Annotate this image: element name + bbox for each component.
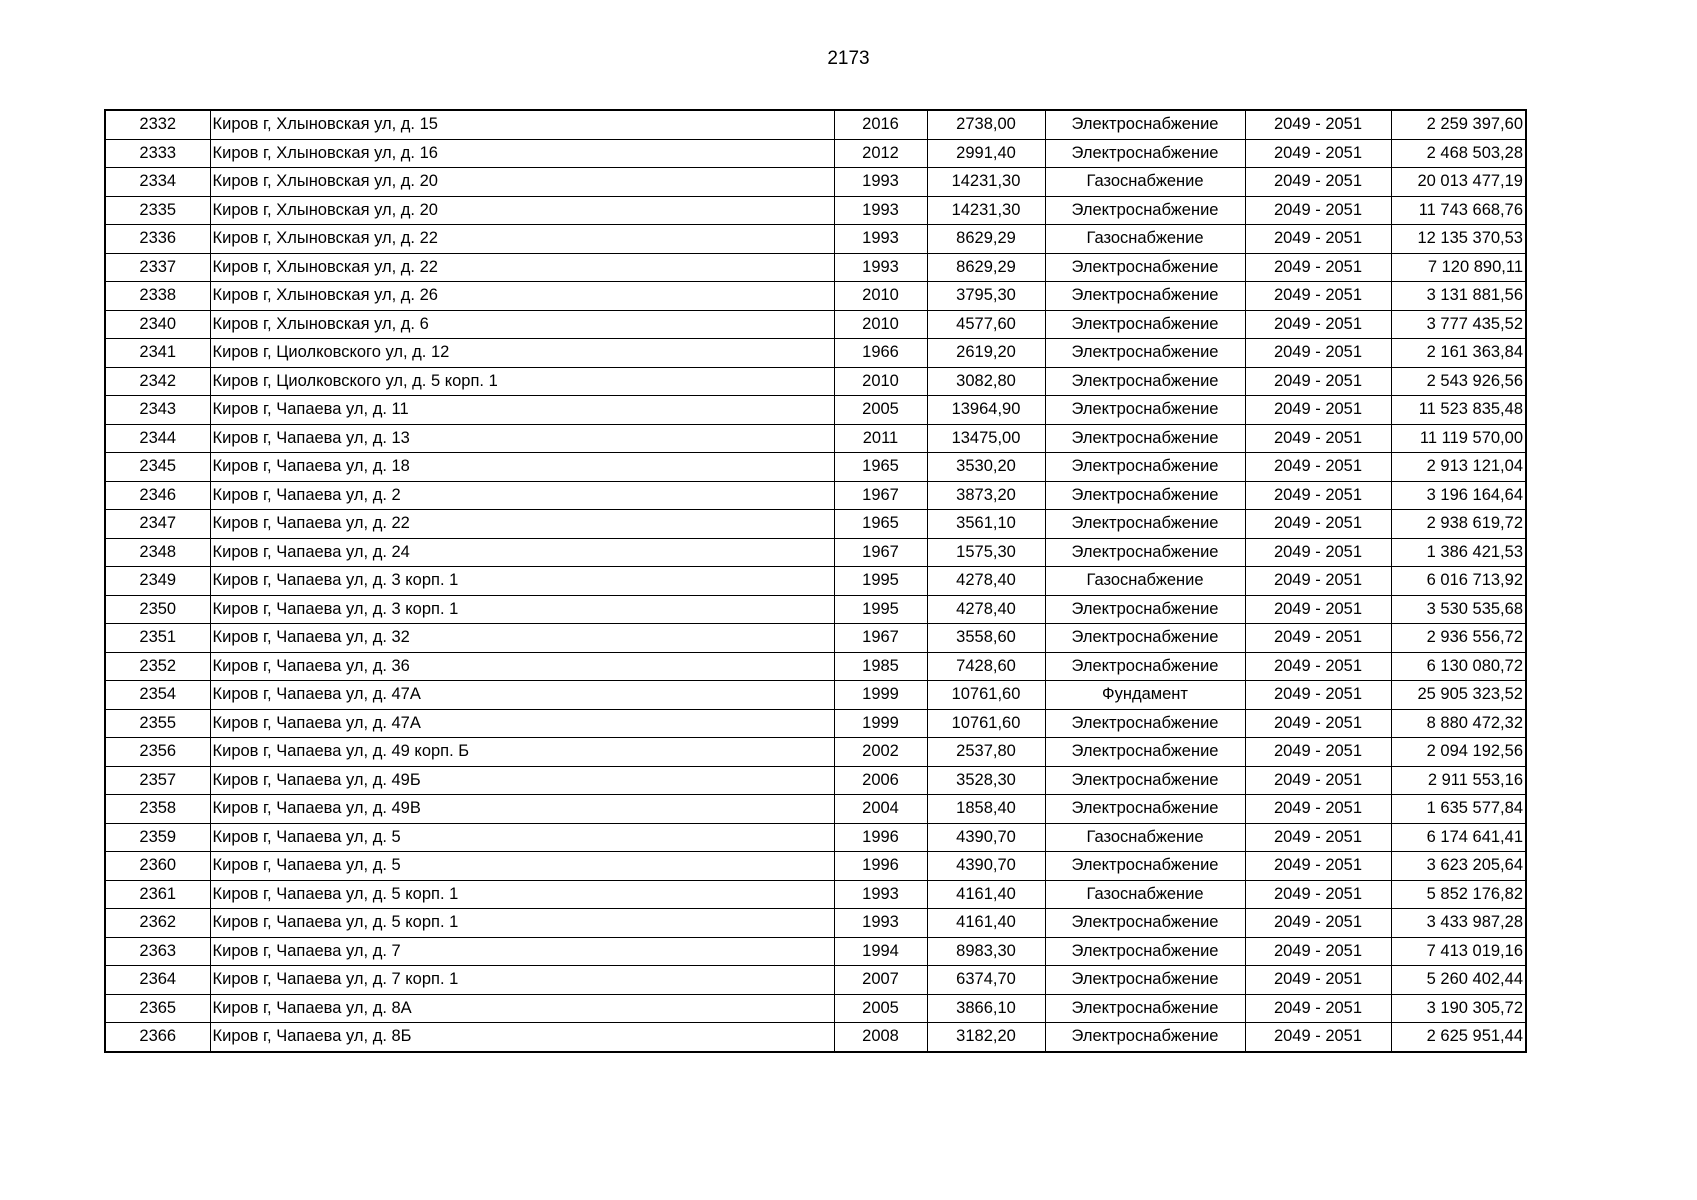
table-row [105, 110, 1526, 139]
year-cell: 2008 [834, 1023, 927, 1052]
period-cell: 2049 - 2051 [1245, 396, 1391, 425]
area-cell: 3866,10 [927, 994, 1045, 1023]
work-type-cell: Электроснабжение [1045, 510, 1245, 539]
row-number: 2346 [105, 481, 210, 510]
work-type-cell: Электроснабжение [1045, 538, 1245, 567]
address-cell: Киров г, Чапаева ул, д. 18 [210, 453, 834, 482]
address-cell: Киров г, Чапаева ул, д. 47А [210, 709, 834, 738]
table-row [105, 795, 1526, 824]
work-type-cell: Электроснабжение [1045, 595, 1245, 624]
area-cell: 14231,30 [927, 168, 1045, 197]
work-type-cell: Электроснабжение [1045, 453, 1245, 482]
address-cell: Киров г, Хлыновская ул, д. 6 [210, 310, 834, 339]
year-cell: 1999 [834, 681, 927, 710]
page-number: 2173 [827, 48, 870, 69]
table-row [105, 168, 1526, 197]
work-type-cell: Электроснабжение [1045, 966, 1245, 995]
area-cell: 4278,40 [927, 595, 1045, 624]
area-cell: 3558,60 [927, 624, 1045, 653]
table-row [105, 994, 1526, 1023]
work-type-cell: Электроснабжение [1045, 282, 1245, 311]
year-cell: 1967 [834, 538, 927, 567]
cost-cell: 2 911 553,16 [1391, 766, 1526, 795]
row-number: 2347 [105, 510, 210, 539]
cost-cell: 2 625 951,44 [1391, 1023, 1526, 1052]
address-cell: Киров г, Чапаева ул, д. 5 корп. 1 [210, 880, 834, 909]
address-cell: Киров г, Чапаева ул, д. 13 [210, 424, 834, 453]
cost-cell: 11 119 570,00 [1391, 424, 1526, 453]
year-cell: 2004 [834, 795, 927, 824]
area-cell: 1575,30 [927, 538, 1045, 567]
work-type-cell: Электроснабжение [1045, 196, 1245, 225]
address-cell: Киров г, Чапаева ул, д. 11 [210, 396, 834, 425]
area-cell: 8629,29 [927, 253, 1045, 282]
row-number: 2357 [105, 766, 210, 795]
work-type-cell: Электроснабжение [1045, 709, 1245, 738]
period-cell: 2049 - 2051 [1245, 681, 1391, 710]
year-cell: 2005 [834, 994, 927, 1023]
table-row [105, 595, 1526, 624]
work-type-cell: Газоснабжение [1045, 823, 1245, 852]
period-cell: 2049 - 2051 [1245, 253, 1391, 282]
work-type-cell: Электроснабжение [1045, 424, 1245, 453]
area-cell: 10761,60 [927, 681, 1045, 710]
row-number: 2361 [105, 880, 210, 909]
period-cell: 2049 - 2051 [1245, 424, 1391, 453]
cost-cell: 3 530 535,68 [1391, 595, 1526, 624]
period-cell: 2049 - 2051 [1245, 652, 1391, 681]
cost-cell: 25 905 323,52 [1391, 681, 1526, 710]
area-cell: 2537,80 [927, 738, 1045, 767]
row-number: 2337 [105, 253, 210, 282]
work-type-cell: Электроснабжение [1045, 994, 1245, 1023]
area-cell: 3182,20 [927, 1023, 1045, 1052]
row-number: 2359 [105, 823, 210, 852]
period-cell: 2049 - 2051 [1245, 994, 1391, 1023]
work-type-cell: Электроснабжение [1045, 624, 1245, 653]
cost-cell: 1 635 577,84 [1391, 795, 1526, 824]
year-cell: 1993 [834, 168, 927, 197]
row-number: 2341 [105, 339, 210, 368]
cost-cell: 6 130 080,72 [1391, 652, 1526, 681]
year-cell: 1967 [834, 624, 927, 653]
period-cell: 2049 - 2051 [1245, 1023, 1391, 1052]
period-cell: 2049 - 2051 [1245, 567, 1391, 596]
work-type-cell: Электроснабжение [1045, 396, 1245, 425]
work-type-cell: Газоснабжение [1045, 880, 1245, 909]
address-cell: Киров г, Хлыновская ул, д. 15 [210, 110, 834, 139]
year-cell: 1995 [834, 595, 927, 624]
table-row [105, 937, 1526, 966]
address-cell: Киров г, Чапаева ул, д. 8Б [210, 1023, 834, 1052]
address-cell: Киров г, Чапаева ул, д. 32 [210, 624, 834, 653]
row-number: 2349 [105, 567, 210, 596]
year-cell: 2016 [834, 110, 927, 139]
table-row [105, 139, 1526, 168]
period-cell: 2049 - 2051 [1245, 795, 1391, 824]
cost-cell: 12 135 370,53 [1391, 225, 1526, 254]
row-number: 2360 [105, 852, 210, 881]
address-cell: Киров г, Хлыновская ул, д. 20 [210, 196, 834, 225]
period-cell: 2049 - 2051 [1245, 481, 1391, 510]
year-cell: 2002 [834, 738, 927, 767]
address-cell: Киров г, Хлыновская ул, д. 22 [210, 253, 834, 282]
table-row [105, 1023, 1526, 1052]
area-cell: 3561,10 [927, 510, 1045, 539]
area-cell: 10761,60 [927, 709, 1045, 738]
work-type-cell: Электроснабжение [1045, 481, 1245, 510]
period-cell: 2049 - 2051 [1245, 595, 1391, 624]
table-row [105, 567, 1526, 596]
area-cell: 3530,20 [927, 453, 1045, 482]
period-cell: 2049 - 2051 [1245, 168, 1391, 197]
work-type-cell: Электроснабжение [1045, 937, 1245, 966]
address-cell: Киров г, Чапаева ул, д. 5 [210, 823, 834, 852]
year-cell: 2011 [834, 424, 927, 453]
area-cell: 2991,40 [927, 139, 1045, 168]
row-number: 2364 [105, 966, 210, 995]
address-cell: Киров г, Хлыновская ул, д. 16 [210, 139, 834, 168]
year-cell: 1996 [834, 823, 927, 852]
address-cell: Киров г, Чапаева ул, д. 49 корп. Б [210, 738, 834, 767]
address-cell: Киров г, Циолковского ул, д. 12 [210, 339, 834, 368]
cost-cell: 3 196 164,64 [1391, 481, 1526, 510]
address-cell: Киров г, Чапаева ул, д. 47А [210, 681, 834, 710]
row-number: 2332 [105, 110, 210, 139]
area-cell: 13964,90 [927, 396, 1045, 425]
period-cell: 2049 - 2051 [1245, 367, 1391, 396]
address-cell: Киров г, Хлыновская ул, д. 20 [210, 168, 834, 197]
cost-cell: 2 936 556,72 [1391, 624, 1526, 653]
work-type-cell: Электроснабжение [1045, 253, 1245, 282]
period-cell: 2049 - 2051 [1245, 538, 1391, 567]
address-cell: Киров г, Чапаева ул, д. 49Б [210, 766, 834, 795]
work-type-cell: Электроснабжение [1045, 652, 1245, 681]
table-row [105, 196, 1526, 225]
table-row [105, 681, 1526, 710]
work-type-cell: Электроснабжение [1045, 139, 1245, 168]
work-type-cell: Электроснабжение [1045, 367, 1245, 396]
work-type-cell: Газоснабжение [1045, 567, 1245, 596]
period-cell: 2049 - 2051 [1245, 453, 1391, 482]
row-number: 2348 [105, 538, 210, 567]
cost-cell: 2 938 619,72 [1391, 510, 1526, 539]
address-cell: Киров г, Чапаева ул, д. 5 корп. 1 [210, 909, 834, 938]
row-number: 2355 [105, 709, 210, 738]
cost-cell: 20 013 477,19 [1391, 168, 1526, 197]
year-cell: 2010 [834, 282, 927, 311]
cost-cell: 11 523 835,48 [1391, 396, 1526, 425]
year-cell: 2007 [834, 966, 927, 995]
cost-cell: 2 161 363,84 [1391, 339, 1526, 368]
cost-cell: 6 174 641,41 [1391, 823, 1526, 852]
table-row [105, 880, 1526, 909]
work-type-cell: Электроснабжение [1045, 766, 1245, 795]
address-cell: Киров г, Чапаева ул, д. 36 [210, 652, 834, 681]
table-row [105, 339, 1526, 368]
table-row [105, 823, 1526, 852]
cost-cell: 2 543 926,56 [1391, 367, 1526, 396]
address-cell: Киров г, Чапаева ул, д. 3 корп. 1 [210, 567, 834, 596]
period-cell: 2049 - 2051 [1245, 110, 1391, 139]
period-cell: 2049 - 2051 [1245, 738, 1391, 767]
row-number: 2366 [105, 1023, 210, 1052]
work-type-cell: Электроснабжение [1045, 795, 1245, 824]
cost-cell: 3 131 881,56 [1391, 282, 1526, 311]
table-row [105, 766, 1526, 795]
work-type-cell: Электроснабжение [1045, 852, 1245, 881]
work-type-cell: Электроснабжение [1045, 1023, 1245, 1052]
cost-cell: 3 777 435,52 [1391, 310, 1526, 339]
year-cell: 1996 [834, 852, 927, 881]
address-cell: Киров г, Чапаева ул, д. 24 [210, 538, 834, 567]
address-cell: Киров г, Хлыновская ул, д. 26 [210, 282, 834, 311]
row-number: 2335 [105, 196, 210, 225]
year-cell: 1995 [834, 567, 927, 596]
table-body [105, 110, 1526, 1052]
year-cell: 1993 [834, 880, 927, 909]
address-cell: Киров г, Чапаева ул, д. 49В [210, 795, 834, 824]
period-cell: 2049 - 2051 [1245, 852, 1391, 881]
cost-cell: 3 190 305,72 [1391, 994, 1526, 1023]
row-number: 2362 [105, 909, 210, 938]
work-type-cell: Электроснабжение [1045, 909, 1245, 938]
work-type-cell: Электроснабжение [1045, 310, 1245, 339]
table-row [105, 852, 1526, 881]
year-cell: 2010 [834, 367, 927, 396]
cost-cell: 2 468 503,28 [1391, 139, 1526, 168]
area-cell: 3082,80 [927, 367, 1045, 396]
year-cell: 1993 [834, 196, 927, 225]
work-type-cell: Газоснабжение [1045, 168, 1245, 197]
year-cell: 1999 [834, 709, 927, 738]
area-cell: 4577,60 [927, 310, 1045, 339]
year-cell: 2006 [834, 766, 927, 795]
period-cell: 2049 - 2051 [1245, 823, 1391, 852]
area-cell: 7428,60 [927, 652, 1045, 681]
cost-cell: 2 259 397,60 [1391, 110, 1526, 139]
row-number: 2338 [105, 282, 210, 311]
year-cell: 1965 [834, 510, 927, 539]
address-cell: Киров г, Чапаева ул, д. 3 корп. 1 [210, 595, 834, 624]
year-cell: 2005 [834, 396, 927, 425]
row-number: 2354 [105, 681, 210, 710]
period-cell: 2049 - 2051 [1245, 909, 1391, 938]
row-number: 2350 [105, 595, 210, 624]
area-cell: 3873,20 [927, 481, 1045, 510]
area-cell: 3795,30 [927, 282, 1045, 311]
table-row [105, 367, 1526, 396]
row-number: 2358 [105, 795, 210, 824]
table-row [105, 909, 1526, 938]
address-cell: Киров г, Чапаева ул, д. 7 [210, 937, 834, 966]
area-cell: 3528,30 [927, 766, 1045, 795]
cost-cell: 2 094 192,56 [1391, 738, 1526, 767]
year-cell: 1993 [834, 253, 927, 282]
table-row [105, 225, 1526, 254]
row-number: 2333 [105, 139, 210, 168]
cost-cell: 11 743 668,76 [1391, 196, 1526, 225]
year-cell: 1966 [834, 339, 927, 368]
row-number: 2352 [105, 652, 210, 681]
work-type-cell: Газоснабжение [1045, 225, 1245, 254]
area-cell: 14231,30 [927, 196, 1045, 225]
cost-cell: 2 913 121,04 [1391, 453, 1526, 482]
year-cell: 2012 [834, 139, 927, 168]
address-cell: Киров г, Хлыновская ул, д. 22 [210, 225, 834, 254]
cost-cell: 1 386 421,53 [1391, 538, 1526, 567]
address-cell: Киров г, Чапаева ул, д. 22 [210, 510, 834, 539]
period-cell: 2049 - 2051 [1245, 282, 1391, 311]
area-cell: 4390,70 [927, 852, 1045, 881]
row-number: 2334 [105, 168, 210, 197]
cost-cell: 7 413 019,16 [1391, 937, 1526, 966]
address-cell: Киров г, Чапаева ул, д. 7 корп. 1 [210, 966, 834, 995]
period-cell: 2049 - 2051 [1245, 880, 1391, 909]
period-cell: 2049 - 2051 [1245, 624, 1391, 653]
table-row [105, 481, 1526, 510]
row-number: 2345 [105, 453, 210, 482]
period-cell: 2049 - 2051 [1245, 339, 1391, 368]
address-cell: Киров г, Чапаева ул, д. 5 [210, 852, 834, 881]
area-cell: 2738,00 [927, 110, 1045, 139]
area-cell: 2619,20 [927, 339, 1045, 368]
period-cell: 2049 - 2051 [1245, 196, 1391, 225]
area-cell: 13475,00 [927, 424, 1045, 453]
year-cell: 1967 [834, 481, 927, 510]
year-cell: 1994 [834, 937, 927, 966]
table-row [105, 738, 1526, 767]
year-cell: 1965 [834, 453, 927, 482]
cost-cell: 6 016 713,92 [1391, 567, 1526, 596]
year-cell: 1993 [834, 225, 927, 254]
period-cell: 2049 - 2051 [1245, 510, 1391, 539]
table-row [105, 396, 1526, 425]
row-number: 2342 [105, 367, 210, 396]
area-cell: 4161,40 [927, 909, 1045, 938]
registry-table [104, 109, 1527, 1053]
table-row [105, 424, 1526, 453]
row-number: 2344 [105, 424, 210, 453]
cost-cell: 7 120 890,11 [1391, 253, 1526, 282]
cost-cell: 3 433 987,28 [1391, 909, 1526, 938]
period-cell: 2049 - 2051 [1245, 966, 1391, 995]
table-row [105, 652, 1526, 681]
address-cell: Киров г, Циолковского ул, д. 5 корп. 1 [210, 367, 834, 396]
year-cell: 1985 [834, 652, 927, 681]
address-cell: Киров г, Чапаева ул, д. 2 [210, 481, 834, 510]
period-cell: 2049 - 2051 [1245, 937, 1391, 966]
table-row [105, 310, 1526, 339]
period-cell: 2049 - 2051 [1245, 139, 1391, 168]
cost-cell: 3 623 205,64 [1391, 852, 1526, 881]
row-number: 2363 [105, 937, 210, 966]
area-cell: 4161,40 [927, 880, 1045, 909]
period-cell: 2049 - 2051 [1245, 225, 1391, 254]
row-number: 2351 [105, 624, 210, 653]
table-row [105, 538, 1526, 567]
area-cell: 8629,29 [927, 225, 1045, 254]
table-row [105, 453, 1526, 482]
row-number: 2356 [105, 738, 210, 767]
table-row [105, 709, 1526, 738]
address-cell: Киров г, Чапаева ул, д. 8А [210, 994, 834, 1023]
cost-cell: 5 852 176,82 [1391, 880, 1526, 909]
row-number: 2336 [105, 225, 210, 254]
row-number: 2343 [105, 396, 210, 425]
table-row [105, 624, 1526, 653]
work-type-cell: Электроснабжение [1045, 339, 1245, 368]
row-number: 2365 [105, 994, 210, 1023]
area-cell: 4390,70 [927, 823, 1045, 852]
table-row [105, 282, 1526, 311]
area-cell: 4278,40 [927, 567, 1045, 596]
period-cell: 2049 - 2051 [1245, 766, 1391, 795]
table-row [105, 966, 1526, 995]
work-type-cell: Электроснабжение [1045, 738, 1245, 767]
row-number: 2340 [105, 310, 210, 339]
work-type-cell: Фундамент [1045, 681, 1245, 710]
work-type-cell: Электроснабжение [1045, 110, 1245, 139]
table-row [105, 510, 1526, 539]
area-cell: 8983,30 [927, 937, 1045, 966]
cost-cell: 8 880 472,32 [1391, 709, 1526, 738]
year-cell: 1993 [834, 909, 927, 938]
cost-cell: 5 260 402,44 [1391, 966, 1526, 995]
area-cell: 6374,70 [927, 966, 1045, 995]
table-row [105, 253, 1526, 282]
area-cell: 1858,40 [927, 795, 1045, 824]
period-cell: 2049 - 2051 [1245, 709, 1391, 738]
year-cell: 2010 [834, 310, 927, 339]
period-cell: 2049 - 2051 [1245, 310, 1391, 339]
